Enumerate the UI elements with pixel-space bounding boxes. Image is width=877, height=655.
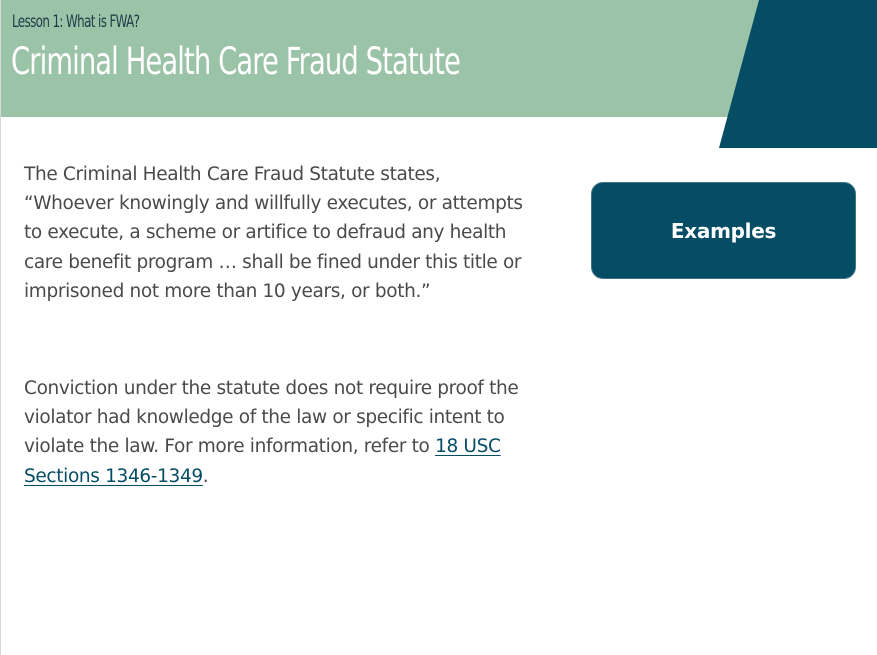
examples-button[interactable]: Examples bbox=[591, 182, 856, 279]
statute-quote-paragraph: The Criminal Health Care Fraud Statute states, “Whoever knowingly and willfully executes, or attempts to execute, a scheme or artifice to defraud any health care benefit program … shall be fined under this title or imprisoned not more than 10 years, or both.” bbox=[24, 164, 523, 302]
lesson-label: Lesson 1: What is FWA? bbox=[12, 12, 140, 32]
page-title: Criminal Health Care Fraud Statute bbox=[11, 40, 461, 83]
conviction-paragraph bbox=[24, 374, 534, 491]
usc-reference-link[interactable]: 18 USC Sections 1346-1349 bbox=[24, 436, 501, 487]
paragraph-period: . bbox=[202, 465, 209, 487]
conviction-text: Conviction under the statute does not require proof the violator had knowledge of the law or specific intent to violate the law. For more information, refer to bbox=[24, 378, 519, 458]
